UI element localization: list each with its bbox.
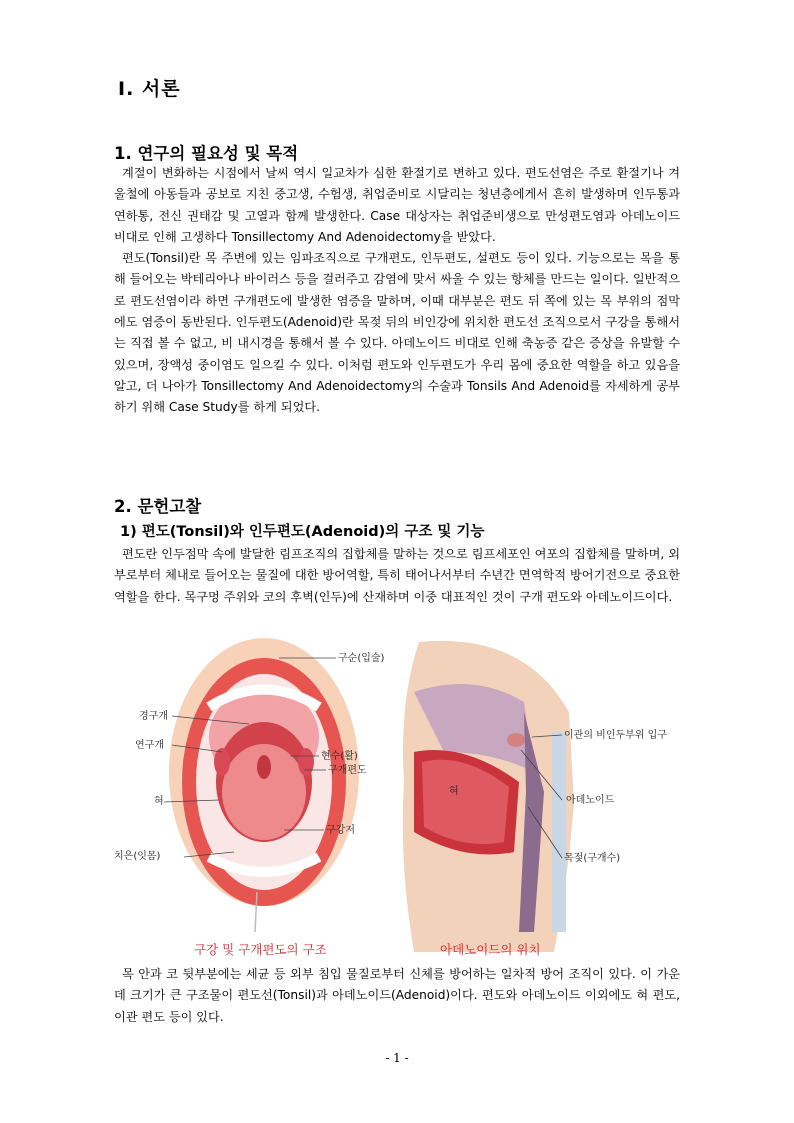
label-uvula-right: 목젖(구개수): [564, 853, 621, 864]
literature-paragraph-a: 편도란 인두점막 속에 발달한 림프조직의 집합체를 말하는 것으로 림프세포인 여포의 집합체를 말하며, 외부로부터 체내로 들어오는 물질에 대한 방어역할, 특히 태어나서부터 수년간 면역학적 방어기전으로 중요한 역할을 한다. 목구멍 주위와 코의 후벽(인두)에 산재하며 이중 대표적인 것이 구개 편도와 아데노이드이다.: [114, 547, 680, 604]
heading-tonsil-structure: 1) 편도(Tonsil)와 인두편도(Adenoid)의 구조 및 기능: [120, 524, 485, 540]
anatomy-illustration: [114, 632, 680, 962]
subsection-title-need: 1. 연구의 필요성 및 목적: [114, 144, 299, 163]
caption-adenoid: 아데노이드의 위치: [440, 942, 541, 957]
label-hard-palate: 경구개: [139, 711, 168, 722]
label-lip: 구순(입술): [338, 653, 385, 664]
page-number: - 1 -: [385, 1051, 409, 1065]
label-palatine-tonsil: 구개편도: [328, 765, 367, 776]
intro-paragraph-2: 편도(Tonsil)란 목 주변에 있는 임파조직으로 구개편도, 인두편도, 설편도 등이 있다. 기능으로는 목을 통해 들어오는 박테리아나 바이러스 등을 걸러주고 감염에 맞서 싸울 수 있는 항체를 만드는 일이다. 일반적으로 편도선염이라 하면 구개편도에 발생한 염증을 말하며, 이때 대부분은 편도 뒤 쪽에 있는 목 부위의 점막에도 염증이 동반된다. 인두편도(Adenoid)란 목젖 뒤의 비인강에 위치한 편도선 조직으로서 구강을 통해서는 직접 볼 수 없고, 비 내시경을 통해서 볼 수 있다. 아데노이드 비대로 인해 축농증 같은 증상을 유발할 수 있으며, 장액성 중이염도 일으킬 수 있다. 이처럼 편도와 인두편도가 우리 몸에 중요한 역할을 하고 있음을 알고, 더 나아가 Tonsillectomy And Adenoidectomy의 수술과 Tonsils And Adenoid를 자세하게 공부하기 위해 Case Study를 하게 되었다.: [114, 251, 680, 415]
intro-text-block: [114, 163, 680, 419]
label-eustachian: 이관의 비인두부위 입구: [564, 730, 667, 741]
mouth-illustration: [164, 638, 359, 932]
head-section-illustration: [403, 641, 574, 952]
caption-mouth: 구강 및 구개편도의 구조: [194, 942, 327, 957]
anatomy-figure: [114, 632, 680, 962]
literature-text-a: [114, 544, 680, 608]
literature-paragraph-b: 목 안과 코 뒷부분에는 세균 등 외부 침입 물질로부터 신체를 방어하는 일차적 방어 조직이 있다. 이 가운데 크기가 큰 구조물이 편도선(Tonsil)과 아데노이드(Adenoid)이다. 편도와 아데노이드 이외에도 혀 편도, 이관 편도 등이 있다.: [114, 967, 680, 1024]
label-tongue-left: 혀: [154, 796, 164, 807]
label-tongue-right: 혀: [449, 786, 459, 797]
section-title: Ⅰ. 서론: [118, 78, 181, 100]
intro-paragraph-1: 계절이 변화하는 시점에서 날씨 역시 일교차가 심한 환절기로 변하고 있다. 편도선염은 주로 환절기나 겨울철에 아동들과 공보로 지친 중고생, 수험생, 취업준비로 시달리는 청년층에게서 흔히 발생하며 인두통과 연하통, 전신 권태감 및 고열과 함께 발생한다. Case 대상자는 취업준비생으로 만성편도염과 아데노이드 비대로 인해 고생하다 Tonsillectomy And Adenoidectomy을 받았다.: [114, 166, 680, 244]
label-uvula: 현수(활): [321, 751, 358, 762]
label-adenoid: 아데노이드: [566, 795, 615, 806]
literature-text-b: [114, 964, 680, 1028]
subsection-title-literature: 2. 문헌고찰: [114, 497, 202, 516]
label-gums: 치은(잇몸): [114, 851, 161, 862]
label-oral-floor: 구강저: [326, 825, 355, 836]
label-soft-palate: 연구개: [135, 740, 164, 751]
